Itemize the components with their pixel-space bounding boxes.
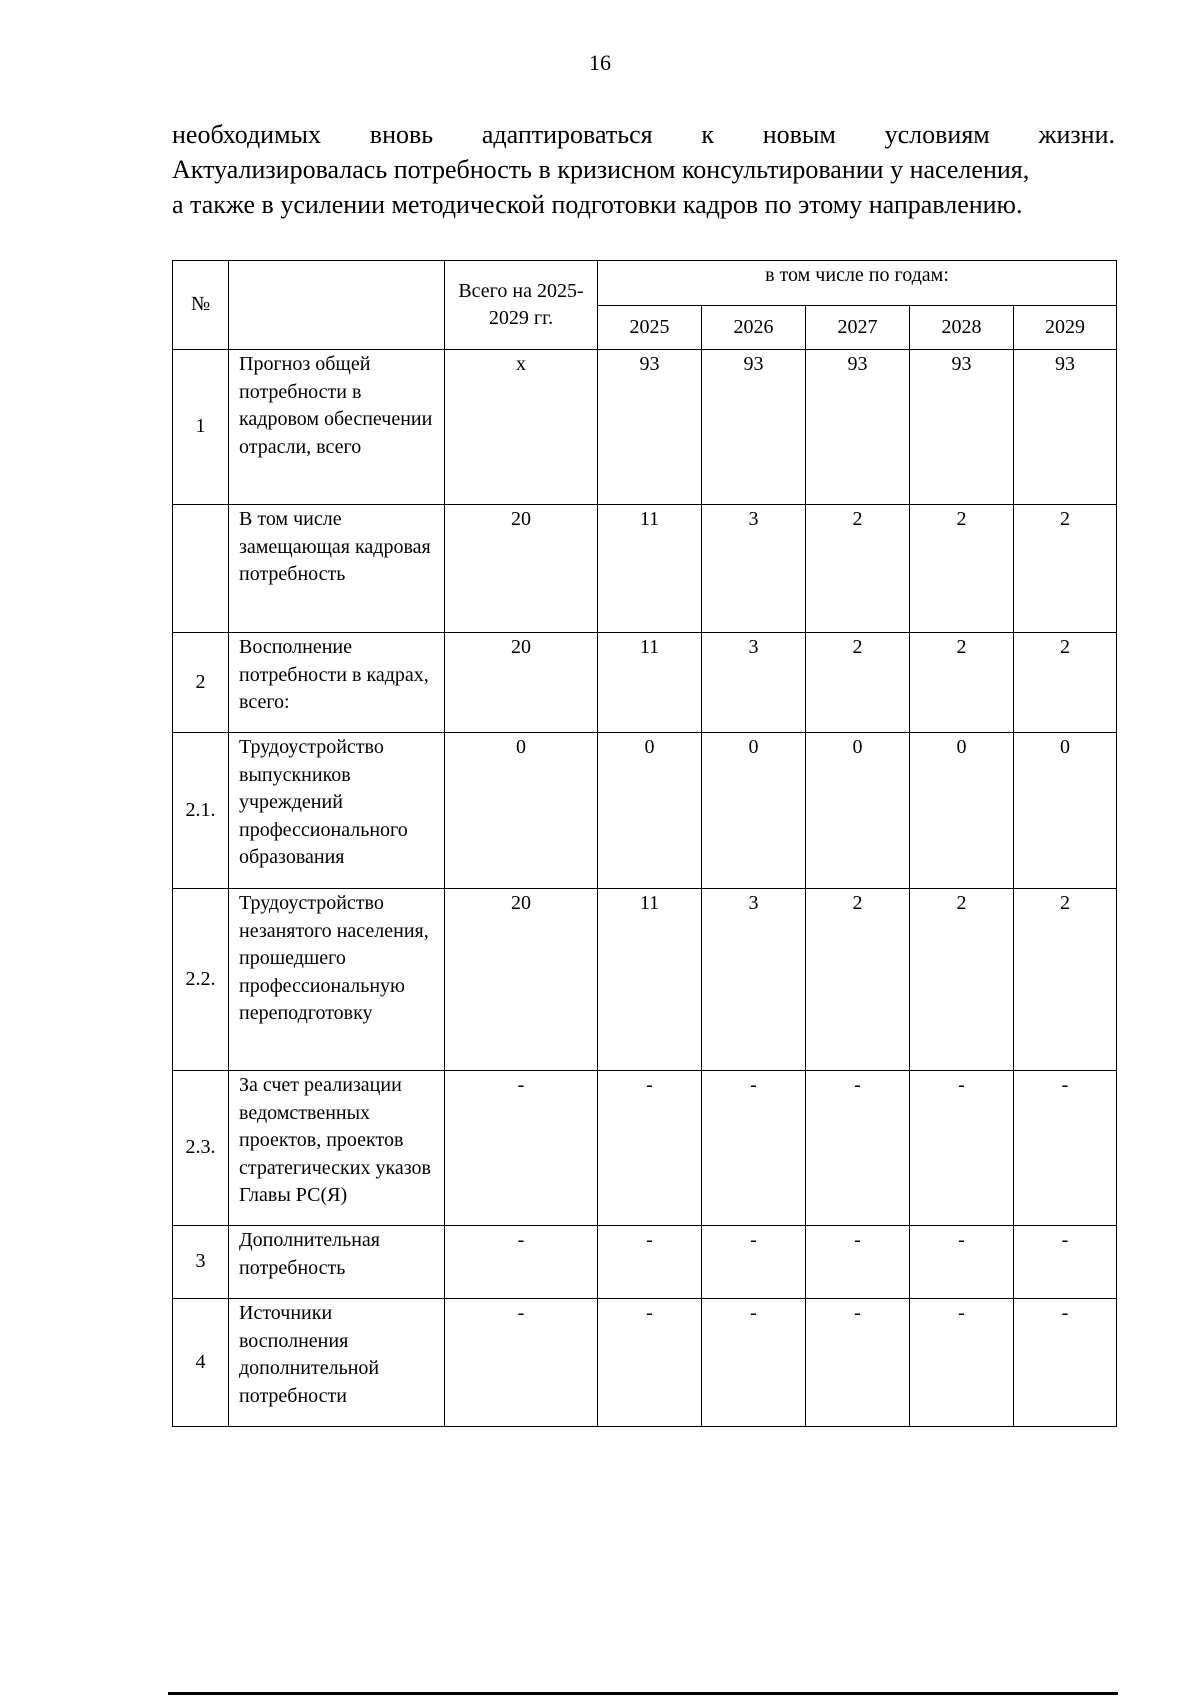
header-num: № xyxy=(173,261,229,350)
row-year-value: 93 xyxy=(1014,350,1117,505)
table-row xyxy=(173,889,1117,1071)
bottom-rule xyxy=(168,1692,1118,1695)
row-year-value: 0 xyxy=(910,733,1014,889)
row-number: 4 xyxy=(173,1299,229,1427)
row-total: 20 xyxy=(445,505,598,633)
staffing-table xyxy=(172,260,1117,1427)
intro-line-3: а также в усилении методической подготовки кадров по этому направлению. xyxy=(172,190,1023,219)
row-year-value: 0 xyxy=(702,733,806,889)
header-total: Всего на 2025-2029 гг. xyxy=(445,261,598,350)
row-number: 3 xyxy=(173,1226,229,1299)
header-year-2029: 2029 xyxy=(1014,306,1117,350)
row-indicator: В том числе замещающая кадровая потребность xyxy=(229,505,445,633)
intro-line-2: Актуализировалась потребность в кризисном консультировании у населения, xyxy=(172,155,1030,184)
row-number: 2.2. xyxy=(173,889,229,1071)
row-year-value: - xyxy=(702,1226,806,1299)
row-indicator: Дополнительная потребность xyxy=(229,1226,445,1299)
table-row xyxy=(173,505,1117,633)
row-number: 2.1. xyxy=(173,733,229,889)
row-year-value: 3 xyxy=(702,633,806,733)
row-number: 2.3. xyxy=(173,1071,229,1226)
row-year-value: 11 xyxy=(598,889,702,1071)
row-year-value: - xyxy=(598,1226,702,1299)
header-by-years: в том числе по годам: xyxy=(598,261,1117,306)
table-header-row xyxy=(173,261,1117,306)
row-total: 0 xyxy=(445,733,598,889)
table-row xyxy=(173,733,1117,889)
row-year-value: 93 xyxy=(806,350,910,505)
row-indicator: Трудоустройство выпускников учреждений профессионального образования xyxy=(229,733,445,889)
intro-line-1: необходимых вновь адаптироваться к новым условиям жизни. xyxy=(172,120,1115,149)
page-number: 16 xyxy=(589,50,611,75)
header-name xyxy=(229,261,445,350)
row-indicator: Прогноз общей потребности в кадровом обеспечении отрасли, всего xyxy=(229,350,445,505)
row-year-value: 2 xyxy=(910,889,1014,1071)
row-total: - xyxy=(445,1299,598,1427)
row-year-value: 2 xyxy=(806,633,910,733)
row-total: - xyxy=(445,1226,598,1299)
row-number xyxy=(173,505,229,633)
row-year-value: - xyxy=(702,1071,806,1226)
row-year-value: 93 xyxy=(910,350,1014,505)
row-year-value: - xyxy=(806,1071,910,1226)
row-year-value: 11 xyxy=(598,633,702,733)
row-year-value: - xyxy=(702,1299,806,1427)
row-indicator: Источники восполнения дополнительной потребности xyxy=(229,1299,445,1427)
header-year-2026: 2026 xyxy=(702,306,806,350)
row-year-value: 0 xyxy=(1014,733,1117,889)
row-year-value: - xyxy=(910,1071,1014,1226)
row-year-value: 3 xyxy=(702,889,806,1071)
row-indicator: За счет реализации ведомственных проектов, проектов стратегических указов Главы РС(Я) xyxy=(229,1071,445,1226)
row-year-value: - xyxy=(910,1299,1014,1427)
row-year-value: 2 xyxy=(1014,633,1117,733)
table-row xyxy=(173,633,1117,733)
row-year-value: 3 xyxy=(702,505,806,633)
row-year-value: 2 xyxy=(910,633,1014,733)
row-indicator: Восполнение потребности в кадрах, всего: xyxy=(229,633,445,733)
row-year-value: - xyxy=(598,1071,702,1226)
row-year-value: 2 xyxy=(806,889,910,1071)
table-row xyxy=(173,1226,1117,1299)
row-total: - xyxy=(445,1071,598,1226)
table-row xyxy=(173,1299,1117,1427)
header-year-2025: 2025 xyxy=(598,306,702,350)
row-number: 1 xyxy=(173,350,229,505)
row-year-value: 93 xyxy=(598,350,702,505)
row-total: 20 xyxy=(445,889,598,1071)
row-year-value: 2 xyxy=(1014,889,1117,1071)
table-row xyxy=(173,350,1117,505)
row-year-value: 0 xyxy=(598,733,702,889)
row-year-value: 2 xyxy=(806,505,910,633)
row-year-value: 0 xyxy=(806,733,910,889)
row-year-value: 2 xyxy=(910,505,1014,633)
header-year-2027: 2027 xyxy=(806,306,910,350)
row-year-value: - xyxy=(1014,1299,1117,1427)
row-year-value: - xyxy=(598,1299,702,1427)
row-year-value: - xyxy=(1014,1071,1117,1226)
row-year-value: - xyxy=(806,1226,910,1299)
row-year-value: - xyxy=(910,1226,1014,1299)
row-year-value: 11 xyxy=(598,505,702,633)
row-number: 2 xyxy=(173,633,229,733)
row-year-value: 93 xyxy=(702,350,806,505)
row-year-value: 2 xyxy=(1014,505,1117,633)
table-body xyxy=(173,350,1117,1427)
table-row xyxy=(173,1071,1117,1226)
intro-paragraph xyxy=(172,117,1115,222)
row-indicator: Трудоустройство незанятого населения, прошедшего профессиональную переподготовку xyxy=(229,889,445,1071)
header-year-2028: 2028 xyxy=(910,306,1014,350)
row-year-value: - xyxy=(1014,1226,1117,1299)
row-year-value: - xyxy=(806,1299,910,1427)
row-total: х xyxy=(445,350,598,505)
row-total: 20 xyxy=(445,633,598,733)
